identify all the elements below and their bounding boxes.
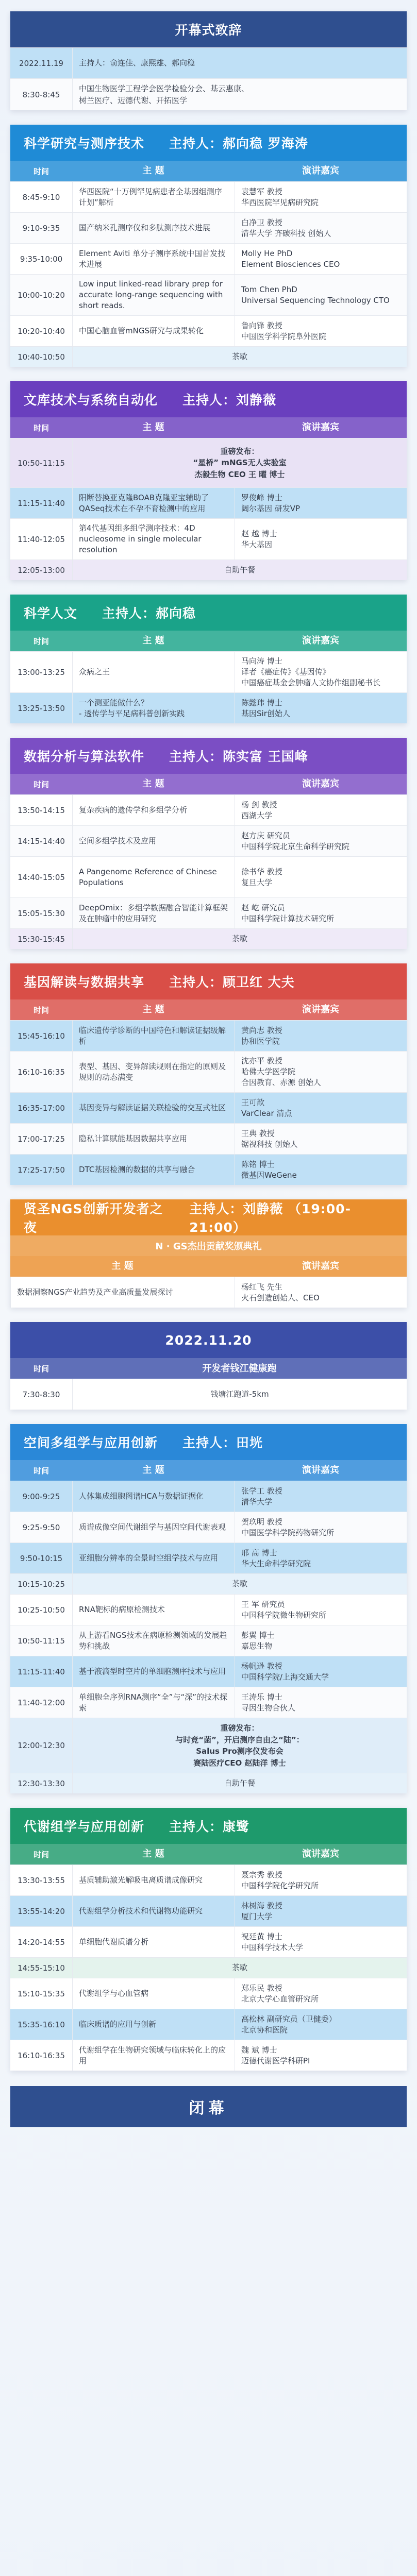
session-time: 14:20-14:55 xyxy=(18,1937,65,1947)
agenda-row xyxy=(10,794,407,825)
speaker-info: 徐书华 教授 复旦大学 xyxy=(235,857,407,897)
section-host: 主持人：田垙 xyxy=(182,1435,263,1450)
agenda-row xyxy=(10,1379,407,1410)
speaker-info: 陈铭 博士 微基因WeGene xyxy=(235,1155,407,1185)
speaker-info: 王可歆 VarClear 清点 xyxy=(235,1093,407,1123)
speaker-info: Molly He PhD Element Biosciences CEO xyxy=(235,244,407,274)
session-time: 10:25-10:50 xyxy=(18,1605,65,1615)
agenda-row xyxy=(10,181,407,212)
session-topic: 复杂疾病的遗传学和多组学分析 xyxy=(72,795,235,825)
speaker-info: 杨红飞 先生 火石创造创始人、CEO xyxy=(235,1277,407,1308)
speaker-info: 沈亦平 教授 哈佛大学医学院 合因教育、赤源 创始人 xyxy=(235,1052,407,1092)
agenda-section xyxy=(10,381,407,580)
break-label: 自助午餐 xyxy=(72,560,407,580)
speaker-info: 王 军 研究员 中国科学院微生物研究所 xyxy=(235,1595,407,1625)
session-topic: 单细胞全序列RNA测序“全”与“深”的技术探索 xyxy=(72,1687,235,1718)
agenda-row xyxy=(10,47,407,78)
break-row xyxy=(10,1573,407,1594)
agenda-section xyxy=(10,11,407,110)
speaker-info: 王涛乐 博士 寻因生物合伙人 xyxy=(235,1687,407,1718)
session-topic: 代谢组学与心血管病 xyxy=(72,1978,235,2009)
speaker-info: 袁慧军 教授 华西医院罕见病研究院 xyxy=(235,182,407,212)
speaker-info: 陈懿玮 博士 基因Sir创始人 xyxy=(235,693,407,723)
agenda-row xyxy=(10,518,407,560)
col-topic: 主 题 xyxy=(142,165,164,177)
session-topic: 阳断替换亚克隆BOAB克隆亚宝辅助了QASeq技术在不孕不育检测中的应用 xyxy=(72,488,235,518)
column-header xyxy=(10,999,407,1020)
rows-container xyxy=(10,1020,407,1185)
column-header xyxy=(10,1460,407,1481)
break-row xyxy=(10,1957,407,1978)
speaker-info: 罗俊峰 博士 阔尔基因 研发VP xyxy=(235,488,407,518)
section-header xyxy=(10,963,407,999)
speaker-info: 马向涛 博士 译者《癌症传》《基因传》 中国癌症基金会肿瘤人文协作组副秘书长 xyxy=(235,652,407,692)
session-time: 10:40-10:50 xyxy=(18,352,65,362)
col-topic: 主 题 xyxy=(142,778,164,790)
session-topic: RNA靶标的病原检测技术 xyxy=(72,1595,235,1625)
rows-container xyxy=(10,47,407,110)
break-row xyxy=(10,560,407,580)
agenda-row xyxy=(10,1512,407,1543)
col-time: 时间 xyxy=(33,1005,49,1015)
session-time: 2022.11.19 xyxy=(19,58,63,68)
col-time: 时间 xyxy=(33,636,49,646)
speaker-info: 魏 斌 博士 迈德代谢医学科研PI xyxy=(235,2040,407,2071)
rows-container xyxy=(10,1865,407,2071)
release-announcement: 重磅发布： 与时竞“菌”，开启测序自由之“陆”： Salus Pro测序仪发布会 赛陆医疗CEO 赵陆洋 博士 xyxy=(72,1718,407,1773)
section-host: 主持人：郝向稳 罗海涛 xyxy=(169,136,308,151)
session-topic: 数据洞察NGS产业趋势及产业高质量发展探讨 xyxy=(10,1277,235,1308)
speaker-info: 赵方庆 研究员 中国科学院北京生命科学研究院 xyxy=(235,826,407,856)
session-time: 16:10-16:35 xyxy=(18,2050,65,2060)
speaker-info: 邢 高 博士 华大生命科学研究院 xyxy=(235,1543,407,1573)
section-host: 主持人：顾卫红 大夫 xyxy=(169,975,295,990)
agenda-row xyxy=(10,1277,407,1308)
session-time: 11:15-11:40 xyxy=(18,498,65,508)
session-time: 13:50-14:15 xyxy=(18,805,65,815)
session-time: 14:55-15:10 xyxy=(18,1963,65,1973)
section-title: 2022.11.20 xyxy=(165,1332,252,1348)
col-speaker: 演讲嘉宾 xyxy=(302,422,339,433)
break-label: 自助午餐 xyxy=(72,1773,407,1793)
session-topic: 国产纳米孔测序仪和多肽测序技术进展 xyxy=(72,213,235,243)
session-topic: 第4代基因组多组学测序技术：4D nucleosome in single molecular resolution xyxy=(72,519,235,560)
agenda-row xyxy=(10,487,407,518)
session-topic: 基因变异与解读证据关联检验的交互式社区 xyxy=(72,1093,235,1123)
session-topic: Element Aviti 单分子测序系统中国首发技术进展 xyxy=(72,244,235,274)
session-time: 13:00-13:25 xyxy=(18,667,65,677)
agenda-row xyxy=(10,1926,407,1957)
session-time: 17:25-17:50 xyxy=(18,1165,65,1175)
closing-banner: 闭幕 xyxy=(10,2086,407,2127)
speaker-info: 彭翼 博士 嘉思生物 xyxy=(235,1625,407,1656)
session-time: 13:30-13:55 xyxy=(18,1875,65,1885)
col-speaker: 演讲嘉宾 xyxy=(302,778,339,790)
rows-container xyxy=(10,1379,407,1410)
agenda-row xyxy=(10,1543,407,1573)
section-host: 主持人：刘静薇 xyxy=(182,393,277,408)
rows-container xyxy=(10,1481,407,1793)
agenda-row xyxy=(10,1092,407,1123)
session-topic: Low input linked-read library prep for accurate long-range sequencing with short reads. xyxy=(72,275,235,315)
session-time: 11:15-11:40 xyxy=(18,1667,65,1676)
speaker-info: 鲁向锋 教授 中国医学科学院阜外医院 xyxy=(235,316,407,346)
agenda-row xyxy=(10,1154,407,1185)
agenda-row xyxy=(10,1020,407,1051)
session-topic: 空间多组学技术及应用 xyxy=(72,826,235,856)
col-topic: 主 题 xyxy=(142,1465,164,1476)
session-time: 13:55-14:20 xyxy=(18,1906,65,1916)
section-header xyxy=(10,595,407,631)
section-title: 代谢组学与应用创新 xyxy=(24,1819,145,1834)
col-time: 时间 xyxy=(33,423,49,433)
column-header xyxy=(10,1256,407,1277)
section-title: 科学人文 xyxy=(24,606,78,621)
rows-container xyxy=(10,181,407,367)
section-header xyxy=(10,1808,407,1844)
speaker-info: 林树海 教授 厦门大学 xyxy=(235,1896,407,1926)
speaker-info: 赵 屹 研究员 中国科学院计算技术研究所 xyxy=(235,898,407,928)
section-host: 主持人：刘静薇 （19:00-21:00） xyxy=(189,1201,351,1235)
col-topic: 主 题 xyxy=(142,1849,164,1860)
agenda-row xyxy=(10,897,407,928)
agenda-row xyxy=(10,651,407,692)
subheader-text: N · GS杰出贡献奖颁典礼 xyxy=(155,1241,262,1252)
session-time: 12:05-13:00 xyxy=(18,565,65,575)
col-topic: 主 题 xyxy=(142,422,164,433)
agenda-row xyxy=(10,212,407,243)
session-time: 7:30-8:30 xyxy=(22,1389,60,1399)
column-header xyxy=(10,417,407,438)
col-time: 时间 xyxy=(33,1466,49,1476)
agenda-row xyxy=(10,1123,407,1154)
session-time: 8:45-9:10 xyxy=(22,192,60,202)
session-topic: 临床遗传学诊断的中国特色和解读证据级解析 xyxy=(72,1021,235,1051)
speaker-info: 郑乐民 教授 北京大学心血管研究所 xyxy=(235,1978,407,2009)
agenda-row xyxy=(10,2009,407,2040)
session-topic: 从上游看NGS技术在病原检测领域的发展趋势和挑战 xyxy=(72,1625,235,1656)
agenda-section xyxy=(10,1424,407,1793)
section-title: 开幕式致辞 xyxy=(175,23,242,38)
session-time: 12:30-13:30 xyxy=(18,1778,65,1788)
agenda-section xyxy=(10,1808,407,2071)
agenda-row xyxy=(10,1865,407,1895)
section-header xyxy=(10,125,407,161)
session-time: 8:30-8:45 xyxy=(22,90,60,99)
section-title: 数据分析与算法软件 xyxy=(24,749,145,764)
section-header xyxy=(10,1424,407,1460)
break-label: 茶歇 xyxy=(72,929,407,949)
session-time: 10:50-11:15 xyxy=(18,1636,65,1646)
session-time: 12:00-12:30 xyxy=(18,1741,65,1750)
session-time: 9:35-10:00 xyxy=(20,254,63,264)
break-label: 茶歇 xyxy=(72,347,407,367)
session-time: 17:00-17:25 xyxy=(18,1134,65,1144)
section-header xyxy=(10,738,407,774)
break-row xyxy=(10,1773,407,1793)
speaker-info: 赵 越 博士 华大基因 xyxy=(235,519,407,560)
break-label: 茶歇 xyxy=(72,1574,407,1594)
agenda-row xyxy=(10,856,407,897)
session-topic: 一个测亚能做什么？ - 透传学与平足病科普创新实践 xyxy=(72,693,235,723)
session-time: 16:35-17:00 xyxy=(18,1103,65,1113)
session-topic: 亚细胞分辨率的全景时空组学技术与应用 xyxy=(72,1543,235,1573)
col-topic: 主 题 xyxy=(142,1004,164,1015)
agenda-row xyxy=(10,274,407,315)
col-speaker: 演讲嘉宾 xyxy=(302,165,339,177)
session-time: 10:00-10:20 xyxy=(18,290,65,300)
agenda-row xyxy=(10,1594,407,1625)
session-topic: 基于液滴型时空片的单细胞测序技术与应用 xyxy=(72,1656,235,1687)
session-topic: 中国心脑血管mNGS研究与成果转化 xyxy=(72,316,235,346)
session-topic: 单细胞代谢质谱分析 xyxy=(72,1927,235,1957)
agenda-row xyxy=(10,825,407,856)
rows-container xyxy=(10,651,407,723)
session-time: 10:20-10:40 xyxy=(18,326,65,336)
session-time: 10:50-11:15 xyxy=(18,458,65,468)
section-host: 主持人：郝向稳 xyxy=(102,606,196,621)
break-label: 茶歇 xyxy=(72,1958,407,1978)
section-header xyxy=(10,381,407,417)
session-time: 14:40-15:05 xyxy=(18,872,65,882)
col-speaker: 演讲嘉宾 xyxy=(302,1849,339,1860)
agenda-row xyxy=(10,78,407,110)
section-title: 空间多组学与应用创新 xyxy=(24,1435,158,1450)
session-topic: 华西医院“十万例罕见病患者全基因组测序计划”解析 xyxy=(72,182,235,212)
section-header xyxy=(10,1322,407,1358)
section-title: 文库技术与系统自动化 xyxy=(24,393,158,408)
agenda-section xyxy=(10,1199,407,1308)
speaker-info: 杨帆逊 教授 中国科学院/上海交通大学 xyxy=(235,1656,407,1687)
speaker-info: 聂宗秀 教授 中国科学院化学研究所 xyxy=(235,1865,407,1895)
session-time: 16:10-16:35 xyxy=(18,1067,65,1077)
session-topic: DTC基因检测的数据的共享与融合 xyxy=(72,1155,235,1185)
agenda-row xyxy=(10,1687,407,1718)
session-time: 15:30-15:45 xyxy=(18,934,65,944)
session-time: 11:40-12:05 xyxy=(18,534,65,544)
session-topic: 代谢组学在生物研究领域与临床转化上的应用 xyxy=(72,2040,235,2071)
col-time: 时间 xyxy=(33,166,49,176)
speaker-info: 杨 剑 教授 西湖大学 xyxy=(235,795,407,825)
speaker-info: 祝廷黄 博士 中国科学技术大学 xyxy=(235,1927,407,1957)
rows-container xyxy=(10,438,407,580)
break-row xyxy=(10,346,407,367)
session-topic: 表型、基因、变异解读规则在指定的原则及规则的动态满变 xyxy=(72,1052,235,1092)
col-speaker: 演讲嘉宾 xyxy=(302,1004,339,1015)
column-header xyxy=(10,1844,407,1865)
session-time: 10:15-10:25 xyxy=(18,1579,65,1589)
session-time: 11:40-12:00 xyxy=(18,1698,65,1707)
agenda-section xyxy=(10,963,407,1185)
session-text: 中国生物医学工程学会医学检验分会、基云惠康、 树兰医疗、迈德代谢、开拓医学 xyxy=(72,79,407,110)
session-time: 15:35-16:10 xyxy=(18,2020,65,2029)
section-title: 贤圣NGS创新开发者之夜 xyxy=(24,1201,163,1235)
agenda-row xyxy=(10,2040,407,2071)
section-header xyxy=(10,1199,407,1235)
agenda-row xyxy=(10,1656,407,1687)
session-time: 15:10-15:35 xyxy=(18,1989,65,1998)
agenda-row xyxy=(10,692,407,723)
session-time: 9:25-9:50 xyxy=(22,1522,60,1532)
section-title: 科学研究与测序技术 xyxy=(24,136,145,151)
release-row xyxy=(10,1718,407,1773)
release-announcement: 重磅发布： “星桥” mNGS无人实验室 杰毅生物 CEO 王 曜 博士 xyxy=(72,438,407,487)
agenda-row xyxy=(10,1895,407,1926)
rows-container xyxy=(10,1277,407,1308)
break-row xyxy=(10,928,407,949)
col-speaker: 演讲嘉宾 xyxy=(302,1261,339,1272)
agenda-section xyxy=(10,1322,407,1410)
speaker-info: 张学工 教授 清华大学 xyxy=(235,1481,407,1512)
session-text: 钱塘江跑道-5km xyxy=(72,1379,407,1410)
rows-container xyxy=(10,794,407,949)
agenda-row xyxy=(10,1978,407,2009)
session-time: 15:45-16:10 xyxy=(18,1031,65,1041)
session-topic: 代谢组学分析技术和代谢物功能研究 xyxy=(72,1896,235,1926)
agenda-row xyxy=(10,1625,407,1656)
agenda-row xyxy=(10,243,407,274)
agenda-row xyxy=(10,1481,407,1512)
session-text: 主持人：俞连佳、康熙雄、郝向稳 xyxy=(72,48,407,78)
session-topic: DeepOmix：多组学数据融合智能计算框架及在肿瘤中的应用研究 xyxy=(72,898,235,928)
col-time: 时间 xyxy=(33,1364,49,1374)
agenda-section xyxy=(10,595,407,723)
session-topic: 人体集成细胞图谱HCA与数据证据化 xyxy=(72,1481,235,1512)
section-subheader xyxy=(10,1235,407,1256)
col-speaker: 演讲嘉宾 xyxy=(302,1465,339,1476)
release-row xyxy=(10,438,407,487)
session-time: 13:25-13:50 xyxy=(18,703,65,713)
speaker-info: 高松林 副研究员（卫健委） 北京协和医院 xyxy=(235,2009,407,2040)
column-header xyxy=(10,631,407,651)
agenda-row xyxy=(10,315,407,346)
session-topic: 众病之王 xyxy=(72,652,235,692)
session-time: 9:00-9:25 xyxy=(22,1492,60,1501)
speaker-info: 王典 教授 锯视科技 创始人 xyxy=(235,1124,407,1154)
col-speaker: 演讲嘉宾 xyxy=(302,635,339,647)
agenda-section xyxy=(10,738,407,949)
column-header xyxy=(10,1358,407,1379)
session-time: 15:05-15:30 xyxy=(18,908,65,918)
agenda-row xyxy=(10,1051,407,1092)
col-time: 时间 xyxy=(33,1850,49,1859)
session-time: 9:10-9:35 xyxy=(22,223,60,233)
column-header xyxy=(10,774,407,794)
col-topic: 开发者钱江健康跑 xyxy=(202,1363,277,1374)
session-topic: 临床质谱的应用与创新 xyxy=(72,2009,235,2040)
session-time: 14:15-14:40 xyxy=(18,836,65,846)
agenda-section xyxy=(10,125,407,367)
col-topic: 主 题 xyxy=(111,1261,134,1272)
col-topic: 主 题 xyxy=(142,635,164,647)
session-topic: 质谱成像空间代谢组学与基因空间代谢表观 xyxy=(72,1512,235,1543)
speaker-info: 贺玖明 教授 中国医学科学院药物研究所 xyxy=(235,1512,407,1543)
session-topic: A Pangenome Reference of Chinese Populations xyxy=(72,857,235,897)
column-header xyxy=(10,161,407,181)
section-host: 主持人：康鹭 xyxy=(169,1819,250,1834)
section-title: 基因解读与数据共享 xyxy=(24,975,145,990)
speaker-info: 黄尚志 教授 协和医学院 xyxy=(235,1021,407,1051)
section-host: 主持人：陈实富 王国峰 xyxy=(169,749,308,764)
speaker-info: Tom Chen PhD Universal Sequencing Technology CTO xyxy=(235,275,407,315)
session-topic: 隐私计算賦能基因数据共享应用 xyxy=(72,1124,235,1154)
col-time: 时间 xyxy=(33,779,49,789)
session-time: 9:50-10:15 xyxy=(20,1553,63,1563)
session-topic: 基质辅助激光解吸电离质谱成像研究 xyxy=(72,1865,235,1895)
section-header xyxy=(10,11,407,47)
speaker-info: 白净卫 教授 清华大学 齐碳科技 创始人 xyxy=(235,213,407,243)
